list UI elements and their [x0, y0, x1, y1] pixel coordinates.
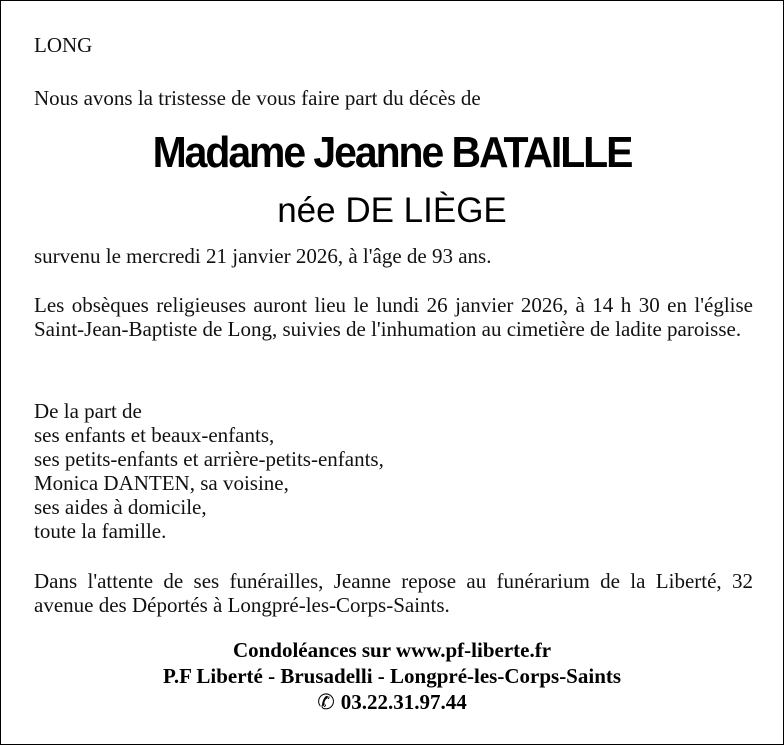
funeral-text: Les obsèques religieuses auront lieu le lundi 26 janvier 2026, à 14 h 30 en l'église Saint-Jean-Baptiste de Long, suivies de l'inhumation au cimetière de ladite paroisse.: [34, 293, 753, 341]
birth-name: née DE LIÈGE: [277, 191, 507, 230]
family-list: [34, 399, 753, 543]
rest-text: Dans l'attente de ses funérailles, Jeanne repose au funérarium de la Liberté, 32 avenue des Déportés à Longpré-les-Corps-Saints.: [34, 569, 753, 617]
family-line: Monica DANTEN, sa voisine,: [34, 471, 289, 495]
condolences-link[interactable]: Condoléances sur www.pf-liberte.fr: [232, 638, 552, 662]
footer: [1, 637, 783, 715]
family-line: ses petits-enfants et arrière-petits-enfants,: [34, 447, 384, 471]
family-line: ses enfants et beaux-enfants,: [34, 423, 275, 447]
family-line: De la part de: [34, 399, 142, 423]
phone-line: [1, 689, 783, 715]
phone-icon: ✆: [317, 690, 335, 714]
intro-text: Nous avons la tristesse de vous faire part du décès de: [34, 86, 481, 110]
town-name: LONG: [34, 33, 93, 57]
family-line: ses aides à domicile,: [34, 495, 207, 519]
family-line: toute la famille.: [34, 519, 167, 543]
funeral-home: P.F Liberté - Brusadelli - Longpré-les-Corps-Saints: [162, 664, 622, 688]
phone-number[interactable]: 03.22.31.97.44: [340, 690, 467, 714]
deceased-name: Madame Jeanne BATAILLE: [152, 128, 632, 177]
death-line: survenu le mercredi 21 janvier 2026, à l'âge de 93 ans.: [34, 244, 492, 268]
